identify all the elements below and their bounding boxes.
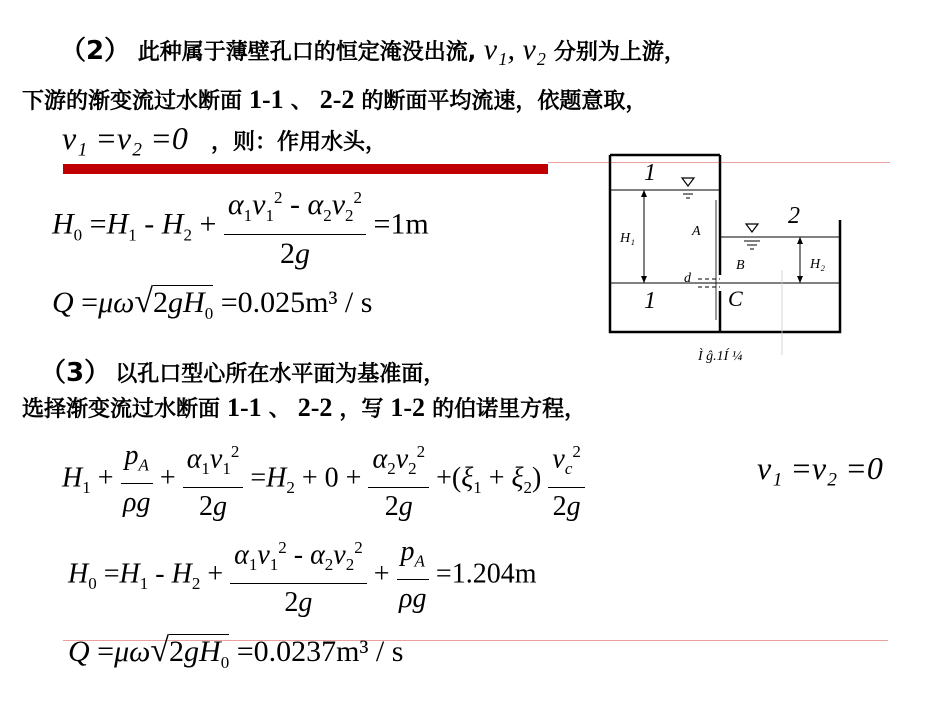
- line-s3b: [22, 392, 586, 423]
- line-s3b-sec1: 1-1: [227, 393, 262, 422]
- line-s3: [40, 352, 445, 389]
- line-3: [62, 120, 387, 157]
- line-2-text-b: 的断面平均流速，依题意取，: [361, 89, 648, 114]
- equation-q-b: $Q =\mu\omega√2gH_0 =0.0237m^3 / s$: [68, 632, 404, 672]
- equation-h0-a-result: =1m: [373, 207, 429, 241]
- label-d: d: [684, 271, 691, 286]
- line-s3b-text-b: 的伯诺里方程，: [432, 397, 587, 422]
- equation-q-b-result: =0.0237m³ / s: [236, 635, 404, 668]
- section-label-3: （3）: [40, 358, 111, 388]
- label-c: C: [728, 286, 743, 311]
- equation-bernoulli: $H_1$ + $\frac{p_A}{\rho g}$ + $\frac{\alpha_1v_1^2}{2g}$ $=H_2 + 0$ + $\frac{\alpha_2v_2^2}{2g}$ $+(\xi_1 + \xi_2)$ $\frac{v_c^2}{2g}$: [62, 434, 585, 526]
- label-b: B: [736, 258, 745, 273]
- equation-q-a-result: =0.025m³ / s: [220, 286, 373, 319]
- equation-h0-b: $H_0 =H_1 - H_2$ + $\frac{\alpha_1v_1^2 - \alpha_2v_2^2}{2g}$ + $\frac{p_A}{\rho g}$ =1.204m: [68, 530, 537, 622]
- line-2: [22, 84, 647, 115]
- line-3-eq: v₁ =v₂ =0: [62, 120, 188, 156]
- label-1-top: 1: [644, 160, 656, 186]
- diagram-caption: Ì ĝ.1Í ¼: [698, 349, 743, 364]
- line-s3b-comma: ，写: [339, 397, 384, 422]
- equation-h0-b-result: =1.204m: [435, 558, 537, 590]
- label-a: A: [692, 224, 701, 239]
- label-2: 2: [788, 203, 800, 229]
- accent-bar: [63, 164, 548, 174]
- label-h2: H₂: [810, 257, 825, 272]
- line-2-sep: 、: [290, 89, 313, 114]
- equation-h0-a: $H_0 =H_1 - H_2$ + $\frac{\alpha_1v_1^2 - \alpha_2v_2^2}{2g}$ =1m: [52, 180, 429, 273]
- line-s3b-sec2: 2-2: [297, 393, 333, 422]
- label-h1: H₁: [620, 231, 635, 246]
- line-1-vars: v₁, v₂: [483, 33, 547, 66]
- line-s3b-sec3: 1-2: [390, 393, 426, 422]
- tank-diagram: [600, 150, 860, 370]
- line-s3b-sep: 、: [268, 397, 291, 422]
- line-1: [60, 30, 686, 70]
- label-1-bottom: 1: [644, 288, 656, 314]
- side-equation: v₁ =v₂ =0: [757, 450, 883, 486]
- line-2-text-a: 下游的渐变流过水断面: [22, 89, 243, 114]
- equation-q-a: $Q =\mu\omega√2gH_0 =0.025m^3 / s$: [52, 283, 373, 323]
- line-3-text: ，则：作用水头，: [210, 130, 387, 155]
- line-2-sec1: 1-1: [249, 85, 284, 114]
- line-s3-text: 以孔口型心所在水平面为基准面，: [115, 362, 446, 387]
- line-1-text2: 分别为上游，: [553, 40, 686, 65]
- section-label-2: （2）: [60, 36, 131, 66]
- line-2-sec2: 2-2: [319, 85, 355, 114]
- line-1-text: 此种属于薄壁孔口的恒定淹没出流,: [137, 40, 477, 65]
- line-s3b-text-a: 选择渐变流过水断面: [22, 397, 221, 422]
